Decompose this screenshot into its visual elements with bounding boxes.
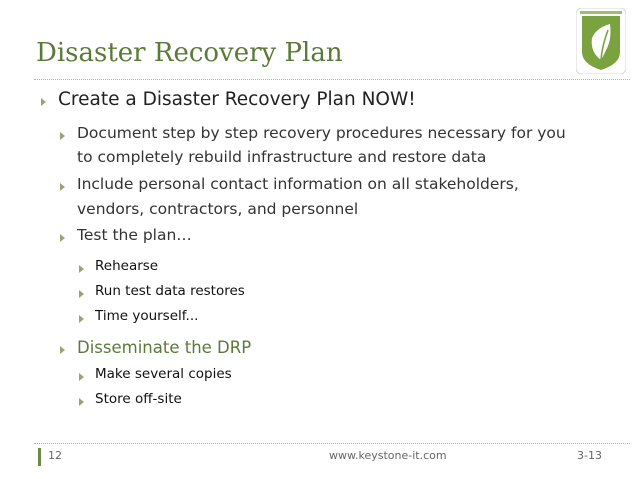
bullet-rehearse: Rehearse bbox=[95, 258, 159, 274]
leaf-shield-icon bbox=[576, 8, 626, 74]
bullet-arrow-icon bbox=[41, 98, 46, 106]
footer-website: www.keystone-it.com bbox=[329, 449, 447, 462]
bullet-arrow-icon bbox=[79, 373, 84, 381]
bullet-run-restores: Run test data restores bbox=[95, 283, 245, 299]
bullet-document-procedures: Document step by step recovery procedures necessary for you bbox=[77, 124, 566, 142]
bullet-create-plan: Create a Disaster Recovery Plan NOW! bbox=[58, 89, 416, 110]
bullet-arrow-icon bbox=[60, 132, 65, 140]
bullet-time-yourself: Time yourself... bbox=[95, 308, 199, 324]
footer-accent-bar bbox=[38, 448, 41, 466]
bullet-arrow-icon bbox=[60, 346, 65, 354]
title-divider bbox=[34, 79, 630, 80]
bullet-include-contacts: Include personal contact information on all stakeholders, bbox=[77, 175, 519, 193]
bullet-disseminate: Disseminate the DRP bbox=[77, 338, 252, 357]
footer-slide-code: 3-13 bbox=[577, 449, 602, 462]
bullet-make-copies: Make several copies bbox=[95, 366, 232, 382]
bullet-arrow-icon bbox=[60, 183, 65, 191]
slide-title: Disaster Recovery Plan bbox=[36, 38, 343, 68]
bullet-arrow-icon bbox=[79, 290, 84, 298]
bullet-arrow-icon bbox=[79, 265, 84, 273]
footer-divider bbox=[34, 443, 630, 444]
bullet-store-offsite: Store off-site bbox=[95, 391, 182, 407]
bullet-test-plan: Test the plan… bbox=[77, 226, 192, 244]
bullet-document-procedures-cont: to completely rebuild infrastructure and restore data bbox=[77, 148, 487, 166]
bullet-arrow-icon bbox=[79, 315, 84, 323]
bullet-include-contacts-cont: vendors, contractors, and personnel bbox=[77, 200, 359, 218]
bullet-arrow-icon bbox=[60, 234, 65, 242]
footer-page-number: 12 bbox=[48, 449, 62, 462]
bullet-arrow-icon bbox=[79, 398, 84, 406]
